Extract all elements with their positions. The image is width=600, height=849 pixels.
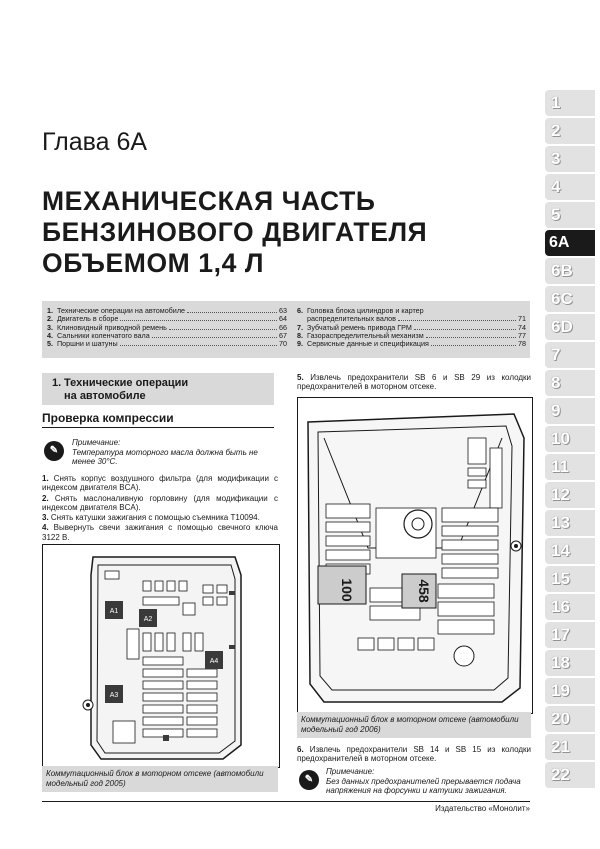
toc-entry-number: 7. (297, 322, 303, 332)
step-item: 6. Извлечь предохранители SB 14 и SB 15 из колодки предохранителей в моторном отсеке. (297, 745, 531, 764)
toc-entry-number: 8. (297, 330, 303, 340)
fuse-box-illustration-2006 (297, 397, 533, 714)
figure-caption: Коммутационный блок в моторном отсеке (автомобили модельный год 2006) (297, 712, 531, 738)
toc-entry-page: 64 (279, 314, 287, 324)
chapter-tab-7[interactable]: 7 (545, 342, 595, 368)
steps-list (42, 474, 278, 543)
toc-right-column (297, 307, 526, 348)
section-title-line: на автомобиле (64, 389, 146, 402)
section-number: 1. (52, 377, 62, 389)
chapter-tab-17[interactable]: 17 (545, 622, 595, 648)
toc-entry-title: Двигатель в сборе (57, 314, 119, 324)
chapter-tab-11[interactable]: 11 (545, 454, 595, 480)
chapter-tab-6d[interactable]: 6D (545, 314, 595, 340)
chapter-tab-18[interactable]: 18 (545, 650, 595, 676)
chapter-tab-21[interactable]: 21 (545, 734, 595, 760)
toc-entry (297, 340, 526, 348)
toc-entry-title: Зубчатый ремень привода ГРМ (307, 322, 412, 332)
chapter-tab-15[interactable]: 15 (545, 566, 595, 592)
section-title-line: Технические операции (64, 377, 189, 389)
note-icon: ✎ (299, 770, 319, 790)
toc-entry-page: 63 (279, 306, 287, 315)
publisher-credit: Издательство «Монолит» (435, 804, 530, 813)
step-item: 1. Снять корпус воздушного фильтра (для модификации с индексом двигателя BCA). (42, 474, 278, 493)
toc-entry-title: Сальники коленчатого вала (57, 330, 150, 340)
toc-entry-number: 9. (297, 339, 303, 349)
note-label: Примечание: (326, 767, 375, 776)
toc-entry-page: 71 (518, 314, 526, 324)
chapter-tab-10[interactable]: 10 (545, 426, 595, 452)
chapter-tab-16[interactable]: 16 (545, 594, 595, 620)
note-icon: ✎ (44, 441, 64, 461)
toc-leader (431, 345, 516, 346)
chapter-tab-1[interactable]: 1 (545, 90, 595, 116)
toc-entry-number: 3. (47, 322, 53, 332)
chapter-label: Глава 6А (42, 128, 148, 156)
chapter-tab-6b[interactable]: 6B (545, 258, 595, 284)
subsection-heading: Проверка компрессии (42, 411, 274, 428)
relay-label-a4: A4 (209, 658, 219, 665)
toc-entry-number: 1. (47, 306, 53, 315)
table-of-contents (42, 301, 530, 358)
toc-leader (169, 329, 277, 330)
toc-entry-title: Клиновидный приводной ремень (57, 322, 167, 332)
chapter-tab-4[interactable]: 4 (545, 174, 595, 200)
toc-leader (426, 337, 516, 338)
note-text: Температура моторного масла должна быть не менее 30°С. (72, 447, 258, 466)
footer-divider (42, 801, 530, 802)
chapter-tab-6a[interactable]: 6A (545, 230, 595, 256)
chapter-title-line: МЕХАНИЧЕСКАЯ ЧАСТЬ (42, 186, 376, 216)
note-text: Без данных предохранителей прерывается подача напряжения на форсунки и катушки зажигания. (326, 776, 521, 795)
chapter-tab-8[interactable]: 8 (545, 370, 595, 396)
toc-entry-page: 66 (279, 322, 287, 332)
toc-entry (47, 340, 287, 348)
step-item: 5. Извлечь предохранители SB 6 и SB 29 из колодки предохранителей в моторном отсеке. (297, 373, 531, 392)
chapter-tab-5[interactable]: 5 (545, 202, 595, 228)
toc-leader (152, 337, 277, 338)
fuse-label-458: 458 (416, 579, 432, 603)
toc-leader (187, 312, 277, 313)
step-item: 4. Вывернуть свечи зажигания с помощью свечного ключа 3122 B. (42, 523, 278, 542)
toc-entry-page: 74 (518, 322, 526, 332)
toc-entry-page: 77 (518, 330, 526, 340)
chapter-tab-19[interactable]: 19 (545, 678, 595, 704)
chapter-tab-9[interactable]: 9 (545, 398, 595, 424)
note (72, 438, 278, 467)
toc-leader (120, 345, 277, 346)
toc-entry-title: Газораспределительный механизм (307, 330, 424, 340)
toc-leader (414, 329, 516, 330)
fuse-box-drawing (298, 398, 532, 713)
toc-entry-title: Головка блока цилиндров и картер (307, 306, 424, 315)
toc-entry-title: Технические операции на автомобиле (57, 306, 186, 315)
note (326, 767, 531, 796)
relay-label-a2: A2 (143, 616, 153, 623)
relay-label-a1: A1 (109, 608, 119, 615)
chapter-title (42, 186, 427, 279)
chapter-tab-13[interactable]: 13 (545, 510, 595, 536)
toc-entry-page: 78 (518, 339, 526, 349)
toc-entry-title: Поршни и шатуны (57, 339, 118, 349)
section-title (64, 377, 188, 402)
toc-entry-page: 70 (279, 339, 287, 349)
chapter-tab-14[interactable]: 14 (545, 538, 595, 564)
chapter-tab-12[interactable]: 12 (545, 482, 595, 508)
step-item: 3. Снять катушки зажигания с помощью съемника T10094. (42, 513, 260, 523)
chapter-tab-3[interactable]: 3 (545, 146, 595, 172)
chapter-tabs (545, 90, 595, 790)
toc-left-column (47, 307, 287, 348)
chapter-tab-22[interactable]: 22 (545, 762, 595, 788)
toc-leader (398, 320, 516, 321)
chapter-tab-6c[interactable]: 6C (545, 286, 595, 312)
section-heading (42, 373, 274, 405)
chapter-title-line: БЕНЗИНОВОГО ДВИГАТЕЛЯ (42, 217, 428, 247)
toc-entry-title: Сервисные данные и спецификация (307, 339, 429, 349)
relay-label-a3: A3 (109, 692, 119, 699)
fuse-box-drawing (43, 545, 279, 767)
chapter-tab-20[interactable]: 20 (545, 706, 595, 732)
fuse-label-100: 100 (339, 578, 355, 602)
toc-entry-number: 6. (297, 306, 303, 315)
toc-entry-number: 5. (47, 339, 53, 349)
note-label: Примечание: (72, 438, 121, 447)
toc-entry-number: 4. (47, 330, 53, 340)
step-item: 2. Снять маслоналивную горловину (для модификации с индексом двигателя BCA). (42, 493, 278, 512)
chapter-tab-2[interactable]: 2 (545, 118, 595, 144)
chapter-title-line: ОБЪЕМОМ 1,4 Л (42, 248, 265, 278)
toc-entry-number: 2. (47, 314, 53, 324)
toc-entry-title: распределительных валов (307, 314, 396, 324)
toc-entry-page: 67 (279, 330, 287, 340)
figure-caption: Коммутационный блок в моторном отсеке (автомобили модельный год 2005) (42, 766, 278, 792)
fuse-box-illustration-2005 (42, 544, 280, 768)
toc-leader (120, 320, 277, 321)
